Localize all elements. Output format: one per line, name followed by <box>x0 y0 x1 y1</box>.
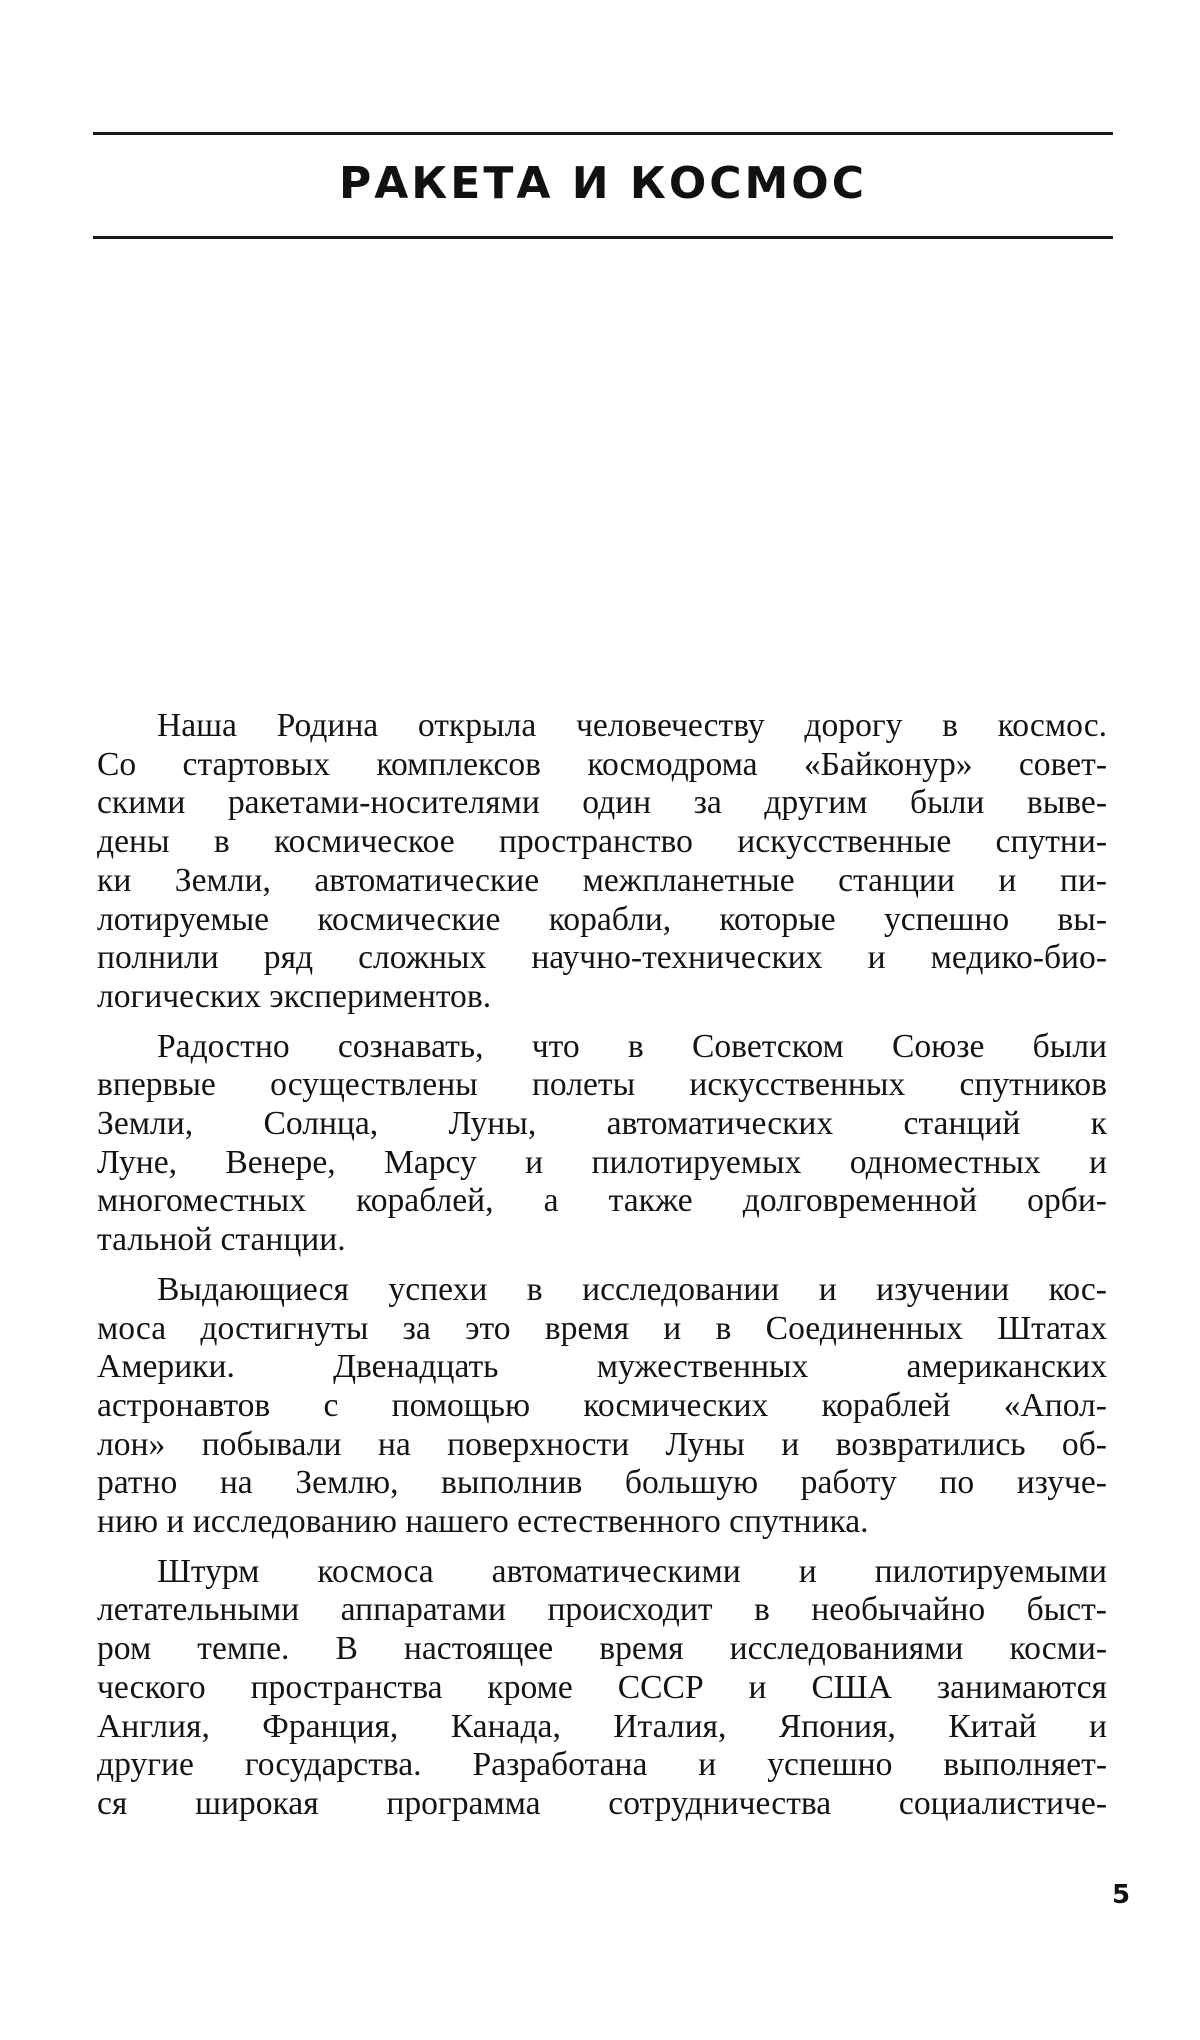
chapter-title: РАКЕТА И КОСМОС <box>339 158 867 209</box>
text-line: Англия, Франция, Канада, Италия, Япония, Китай и <box>97 1707 1107 1745</box>
text-line: Наша Родина открыла человечеству дорогу в космос. <box>157 707 1107 744</box>
paragraph-1 <box>97 707 1107 1017</box>
text-line: лон» побывали на поверхности Луны и возвратились об- <box>97 1425 1107 1463</box>
text-line: Радостно сознавать, что в Советском Союзе были <box>157 1027 1107 1065</box>
body-text <box>97 707 1107 1835</box>
text-line: полнили ряд сложных научно-технических и медико-био- <box>97 939 1107 977</box>
text-line: астронавтов с помощью космических кораблей «Апол- <box>97 1386 1107 1424</box>
text-line: ки Земли, автоматические межпланетные станции и пи- <box>97 861 1107 899</box>
text-line: тальной станции. <box>97 1221 346 1259</box>
text-line: Выдающиеся успехи в исследовании и изучении кос- <box>157 1270 1107 1308</box>
text-line: другие государства. Разработана и успешно выполняет- <box>97 1746 1107 1784</box>
text-line: логических экспериментов. <box>97 977 492 1015</box>
paragraph-3 <box>97 1271 1107 1542</box>
text-line: Штурм космоса автоматическими и пилотируемыми <box>157 1552 1107 1590</box>
text-line: летательными аппаратами происходит в необычайно быст- <box>97 1591 1107 1629</box>
text-line: ческого пространства кроме СССР и США занимаются <box>97 1668 1107 1706</box>
text-line: Луне, Венере, Марсу и пилотируемых одноместных и <box>97 1143 1107 1181</box>
text-line: дены в космическое пространство искусственные спутни- <box>97 823 1107 861</box>
page-number: 5 <box>1112 1880 1131 1910</box>
text-line: впервые осуществлены полеты искусственных спутников <box>97 1066 1107 1104</box>
text-line: ратно на Землю, выполнив большую работу по изуче- <box>97 1464 1107 1502</box>
text-line: моса достигнуты за это время и в Соединенных Штатах <box>97 1309 1107 1347</box>
paragraph-2 <box>97 1028 1107 1260</box>
text-line: Америки. Двенадцать мужественных американских <box>97 1348 1107 1386</box>
text-line: Земли, Солнца, Луны, автоматических станций к <box>97 1105 1107 1143</box>
text-line: ся широкая программа сотрудничества социалистиче- <box>97 1784 1107 1822</box>
text-line: нию и исследованию нашего естественного спутника. <box>97 1503 869 1541</box>
paragraph-4 <box>97 1553 1107 1824</box>
text-line: ром темпе. В настоящее время исследованиями косми- <box>97 1630 1107 1668</box>
text-line: многоместных кораблей, а также долговременной орби- <box>97 1182 1107 1220</box>
text-line: Со стартовых комплексов космодрома «Байконур» совет- <box>97 745 1107 783</box>
text-line: скими ракетами-носителями один за другим были выве- <box>97 784 1107 822</box>
header-rule-bottom <box>93 236 1113 239</box>
header-rule-top <box>93 132 1113 135</box>
text-line: лотируемые космические корабли, которые успешно вы- <box>97 900 1107 938</box>
